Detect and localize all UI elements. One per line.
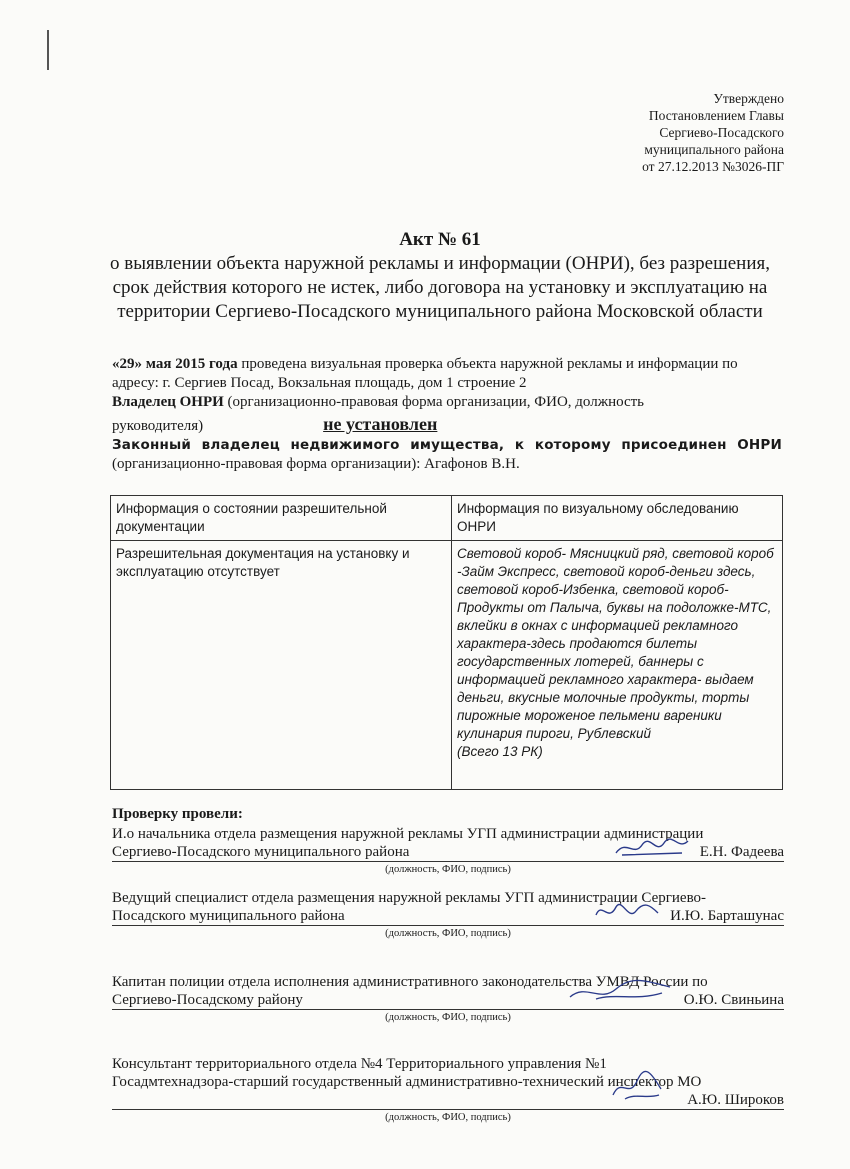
signature-scribble: [566, 977, 676, 1007]
signature-scribble: [592, 899, 662, 925]
signature-line: [112, 991, 784, 1010]
legal-owner-label: Законный владелец недвижимого имущества, к которому присоединен ОНРИ: [112, 437, 782, 453]
signature-caption: (должность, ФИО, подпись): [385, 1112, 511, 1123]
signer-position-line1: Капитан полиции отдела исполнения административного законодательства УМВД России по: [112, 974, 708, 990]
signer-position-line1: И.о начальника отдела размещения наружной рекламы УГП администрации администрации: [112, 826, 704, 842]
inspection-paragraph: [112, 355, 782, 393]
signer-name-text: О.Ю. Свиньина: [683, 992, 784, 1008]
signer-position-line2: Посадского муниципального района: [112, 908, 345, 924]
checkers-heading: Проверку провели:: [112, 806, 243, 822]
intro-section: [112, 355, 782, 474]
table-cell-inspection: [452, 541, 783, 790]
table-cell-permits: Разрешительная документация на установку и эксплуатацию отсутствует: [111, 541, 452, 790]
signer-position-line1: Консультант территориального отдела №4 Территориального управления №1: [112, 1056, 607, 1072]
signature-block: [112, 889, 784, 941]
info-table: [110, 495, 783, 790]
table-header-right: Информация по визуальному обследованию ОНРИ: [452, 496, 783, 541]
signature-line: [112, 843, 784, 862]
signature-block: [112, 973, 784, 1025]
signer-name-text: Е.Н. Фадеева: [699, 844, 784, 860]
signature-caption: (должность, ФИО, подпись): [385, 1012, 511, 1023]
table-header-left: Информация о состоянии разрешительной документации: [111, 496, 452, 541]
approval-line: Сергиево-Посадского: [659, 125, 784, 140]
owner-value: не установлен: [323, 414, 438, 434]
owner-hint-2: руководителя): [112, 418, 204, 434]
legal-owner-text: (организационно-правовая форма организации): Агафонов В.Н.: [112, 456, 520, 472]
signature-block: [112, 1055, 784, 1125]
signer-name: [687, 1091, 784, 1109]
act-title: [100, 228, 780, 324]
signer-name-text: А.Ю. Широков: [687, 1092, 784, 1108]
signer-name: [670, 907, 784, 925]
signer-name: [700, 843, 784, 861]
approval-line: Утверждено: [713, 91, 784, 106]
signature-block: [112, 825, 784, 877]
signer-position-line1: Ведущий специалист отдела размещения наружной рекламы УГП администрации Сергиево-: [112, 890, 707, 906]
signature-line: [112, 907, 784, 926]
owner-line: [112, 415, 782, 436]
signature-scribble: [612, 835, 692, 861]
signature-caption: (должность, ФИО, подпись): [385, 864, 511, 875]
act-number: Акт № 61: [399, 229, 481, 250]
signer-position-line2: Сергиево-Посадского муниципального района: [112, 844, 410, 860]
margin-mark: [47, 30, 49, 70]
inspection-description: Световой короб- Мясницкий ряд, световой короб -Займ Экспресс, световой короб-деньги здесь, световой короб-Избенка, световой короб- Продукты от Палыча, буквы на подоложке-МТС, вклейки в окнах с информацией рекламного характера-здесь продаются билеты государственных лотерей, баннеры с информацией рекламного характера- выдаем деньги, вкусные молочные продукты, торты пирожные мороженое пельмени вареники кулинария пироги, Рублевский: [457, 546, 774, 741]
signer-position-line2: Госадмтехнадзора-старший государственный административно-технический инспектор МО: [112, 1074, 702, 1090]
checkers-section: [112, 805, 784, 1125]
owner-hint: (организационно-правовая форма организации, ФИО, должность: [223, 394, 645, 410]
approval-line: муниципального района: [644, 142, 784, 157]
approval-line: Постановлением Главы: [648, 108, 784, 123]
table-row: [111, 496, 783, 541]
owner-paragraph: [112, 393, 782, 412]
inspection-text: проведена визуальная проверка объекта наружной рекламы и информации по адресу: г. Сергиев Посад, Вокзальная площадь, дом 1 строение 2: [112, 356, 738, 391]
signature-scribble: [607, 1069, 667, 1103]
signature-caption: (должность, ФИО, подпись): [385, 928, 511, 939]
signer-position-line2: Сергиево-Посадскому району: [112, 992, 303, 1008]
table-row: [111, 541, 783, 790]
owner-label: Владелец ОНРИ: [112, 394, 224, 410]
act-subtitle: о выявлении объекта наружной рекламы и информации (ОНРИ), без разрешения, срок действия которого не истек, либо договора на установку и эксплуатацию на территории Сергиево-Посадского муниципального района Московской области: [109, 253, 771, 322]
approval-stamp: [642, 90, 784, 175]
inspection-date: «29» мая 2015 года: [112, 356, 238, 372]
legal-owner-paragraph: [112, 436, 782, 474]
inspection-total: (Всего 13 РК): [457, 744, 543, 759]
signature-line: [112, 1091, 784, 1110]
signer-name-text: И.Ю. Барташунас: [670, 908, 784, 924]
approval-line: от 27.12.2013 №3026-ПГ: [642, 159, 784, 174]
signer-name: [684, 991, 784, 1009]
